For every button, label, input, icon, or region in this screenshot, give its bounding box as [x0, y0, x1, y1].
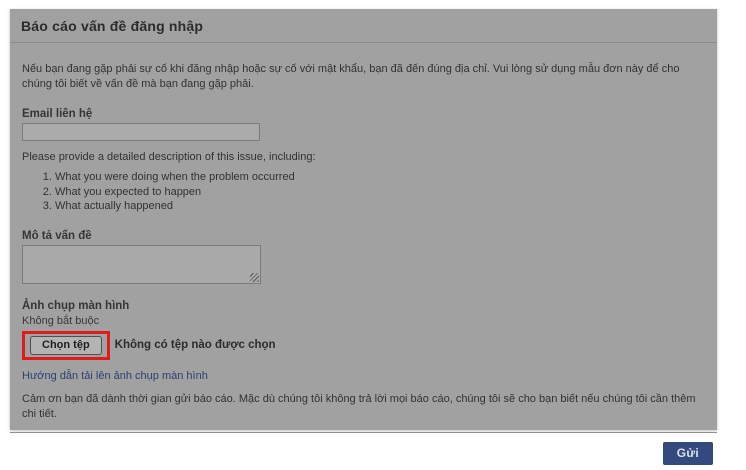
dialog-footer [10, 432, 717, 470]
email-label: Email liên hệ [22, 108, 93, 120]
description-label: Mô tả vấn đề [22, 229, 92, 242]
optional-label: Không bắt buộc [22, 314, 100, 327]
list-item: 2. What you expected to happen [55, 186, 705, 200]
list-item: 3. What actually happened [55, 200, 705, 214]
dialog-title: Báo cáo vấn đề đăng nhập [10, 9, 717, 43]
screenshot-help-link[interactable]: Hướng dẫn tải lên ảnh chụp màn hình [22, 369, 208, 382]
list-item: 1. What you were doing when the problem occurred [55, 171, 705, 185]
intro-paragraph: Nếu bạn đang gặp phải sự cố khi đăng nhập hoặc sự cố với mật khẩu, bạn đã đến đúng địa chỉ. Vui lòng sử dụng mẫu đơn này để cho chúng tôi biết về vấn đề mà bạn đang gặp phải. [22, 63, 680, 90]
email-input[interactable] [22, 123, 260, 141]
description-textarea-wrap [22, 245, 261, 284]
no-file-chosen-text: Không có tệp nào được chọn [114, 339, 276, 351]
file-upload-row [22, 331, 705, 360]
textarea-resize-handle[interactable] [250, 273, 259, 282]
choose-file-button[interactable]: Chọn tệp [30, 336, 102, 355]
footer-note: Cảm ơn bạn đã dành thời gian gửi báo cáo. Mặc dù chúng tôi không trả lời mọi báo cáo, chúng tôi sẽ cho bạn biết nếu chúng tôi cần thêm chi tiết. [22, 392, 696, 420]
issue-detail-list [22, 171, 705, 214]
report-login-issue-dialog [10, 9, 717, 460]
description-textarea[interactable] [22, 245, 261, 284]
dialog-body [10, 43, 717, 422]
description-help-text: Please provide a detailed description of this issue, including: [22, 151, 316, 163]
choose-file-highlight-box [22, 331, 110, 360]
screenshot-label: Ảnh chụp màn hình [22, 299, 130, 312]
submit-button[interactable]: Gửi [663, 442, 713, 465]
